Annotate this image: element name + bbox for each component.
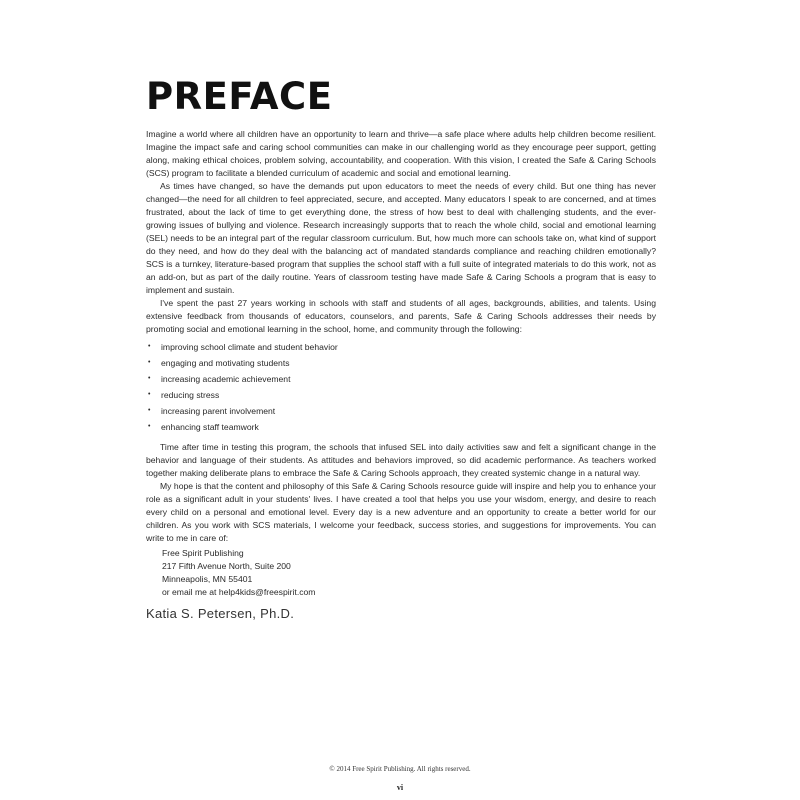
- mailing-address: [162, 547, 656, 599]
- list-item: • enhancing staff teamwork: [146, 419, 656, 435]
- bullet-icon: •: [148, 407, 151, 414]
- bullet-icon: •: [148, 375, 151, 382]
- copyright-footer: © 2014 Free Spirit Publishing. All rights reserved.: [329, 765, 471, 773]
- list-item: • reducing stress: [146, 387, 656, 403]
- paragraph-intro: Imagine a world where all children have an opportunity to learn and thrive—a safe place where adults help children become resilient. Imagine the impact safe and caring school communities can make in our challenging world as they encourage peer support, getting along, making ethical choices, problem solving, accountability, and cooperation. With this vision, I created the Safe & Caring Schools (SCS) program to facilitate a blended curriculum of academic and social and emotional learning.: [146, 129, 656, 178]
- list-item: • improving school climate and student behavior: [146, 339, 656, 355]
- paragraph-changing-times: As times have changed, so have the demands put upon educators to meet the needs of every child. But one thing has never changed—the need for all children to feel appreciated, secure, and accepted. Many educators I speak to are concerned, and at times frustrated, about the lack of time to get everything done, the stress of how best to deal with challenging students, and the ever-growing issues of bullying and violence. Research increasingly supports that to reach the whole child, social and emotional learning (SEL) needs to be an integral part of the regular classroom curriculum. But, how much more can schools take on, what kind of support do they need, and how do they deal with the balancing act of mandated standards compliance and reaching children emotionally? SCS is a turnkey, literature-based program that supplies the school staff with a full suite of integrated materials to do this work, not as an add-on, but as part of the daily routine. Years of classroom testing have made Safe & Caring Schools a program that is easy to implement and sustain.: [146, 181, 656, 295]
- address-line-city: Minneapolis, MN 55401: [162, 574, 253, 584]
- paragraph-hope: My hope is that the content and philosophy of this Safe & Caring Schools resource guide will inspire and help you to enhance your role as a significant adult in your students' lives. I have created a tool that helps you use your wisdom, energy, and desire to reach every child on a personal and emotional level. Every day is a new adventure and an opportunity to create a better world for our children. As you work with SCS materials, I welcome your feedback, success stories, and suggestions for improvements. You can write to me in care of:: [146, 481, 656, 543]
- bullet-icon: •: [148, 423, 151, 430]
- page-title: PREFACE: [146, 75, 333, 118]
- benefits-list: [146, 339, 656, 435]
- page-number: vi: [396, 783, 404, 792]
- address-line-email: or email me at help4kids@freespirit.com: [162, 587, 316, 597]
- bullet-icon: •: [148, 343, 151, 350]
- list-item: • increasing parent involvement: [146, 403, 656, 419]
- paragraph-results: Time after time in testing this program, the schools that infused SEL into daily activities saw and felt a significant change in the behavior and language of their students. As attitudes and behaviors improved, so did academic performance. As teachers worked together making deliberate plans to embrace the Safe & Caring Schools approach, they created systemic change in a natural way.: [146, 442, 656, 478]
- list-item: • increasing academic achievement: [146, 371, 656, 387]
- address-line-publisher: Free Spirit Publishing: [162, 548, 244, 558]
- preface-body: [146, 128, 656, 620]
- author-signature: Katia S. Petersen, Ph.D.: [146, 606, 295, 621]
- bullet-icon: •: [148, 359, 151, 366]
- paragraph-experience: I've spent the past 27 years working in schools with staff and students of all ages, backgrounds, abilities, and talents. Using extensive feedback from thousands of educators, counselors, and parents, Safe & Caring Schools addresses their needs by promoting social and emotional learning in the school, home, and community through the following:: [146, 298, 656, 334]
- bullet-icon: •: [148, 391, 151, 398]
- list-item: • engaging and motivating students: [146, 355, 656, 371]
- address-line-street: 217 Fifth Avenue North, Suite 200: [162, 561, 291, 571]
